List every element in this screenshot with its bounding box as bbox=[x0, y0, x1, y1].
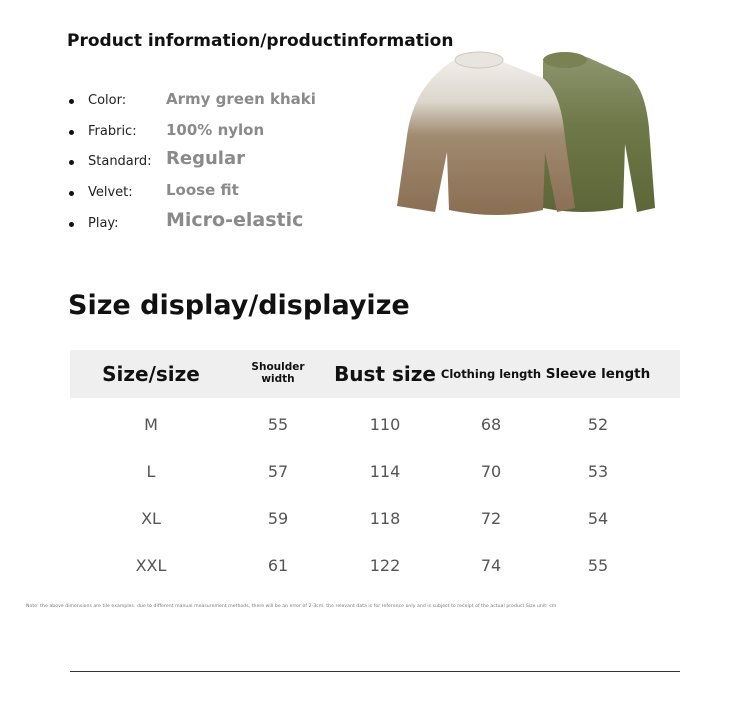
table-cell: 54 bbox=[587, 509, 609, 528]
table-cell: 74 bbox=[480, 556, 502, 575]
table-cell: L bbox=[146, 462, 156, 481]
table-cell: 72 bbox=[480, 509, 502, 528]
table-row bbox=[70, 401, 680, 448]
table-cell: 122 bbox=[369, 556, 401, 575]
spec-value: Micro-elastic bbox=[166, 209, 304, 231]
spec-key: Standard: bbox=[88, 154, 152, 169]
column-header: Clothing length bbox=[440, 366, 542, 381]
divider bbox=[70, 671, 680, 672]
bullet-icon bbox=[69, 191, 74, 196]
spec-value: Loose fit bbox=[166, 181, 239, 199]
table-cell: 55 bbox=[267, 415, 289, 434]
spec-key: Frabric: bbox=[88, 124, 137, 139]
table-cell: 110 bbox=[369, 415, 401, 434]
column-header: Size/size bbox=[102, 362, 200, 386]
table-cell: 68 bbox=[480, 415, 502, 434]
spec-key: Color: bbox=[88, 93, 127, 108]
column-header: Bust size bbox=[334, 362, 436, 386]
bullet-icon bbox=[69, 222, 74, 227]
table-cell: 59 bbox=[267, 509, 289, 528]
table-cell: M bbox=[144, 415, 158, 434]
bullet-icon bbox=[69, 99, 74, 104]
spec-value: Army green khaki bbox=[166, 90, 316, 108]
table-cell: 55 bbox=[587, 556, 609, 575]
table-row bbox=[70, 448, 680, 495]
table-row bbox=[70, 542, 680, 589]
table-cell: 118 bbox=[369, 509, 401, 528]
spec-value: Regular bbox=[166, 148, 245, 169]
spec-key: Velvet: bbox=[88, 185, 133, 200]
bullet-icon bbox=[69, 130, 74, 135]
table-cell: 57 bbox=[267, 462, 289, 481]
product-image bbox=[393, 48, 661, 218]
size-display-heading: Size display/displayize bbox=[68, 290, 410, 321]
table-cell: XXL bbox=[135, 556, 167, 575]
table-cell: 52 bbox=[587, 415, 609, 434]
column-header: Shoulder width bbox=[251, 361, 305, 385]
column-header: Sleeve length bbox=[545, 365, 651, 382]
table-row bbox=[70, 495, 680, 542]
measurement-note: Note: the above dimensions are tile examples. due to different manual measurement methods, there will be an error of 2-3cm. the relevant data is for reference only and is subject to receipt of the actual product Size unit: cm bbox=[26, 604, 557, 609]
table-cell: XL bbox=[141, 509, 161, 528]
product-info-heading: Product information/productinformation bbox=[67, 31, 454, 51]
table-cell: 61 bbox=[267, 556, 289, 575]
table-cell: 53 bbox=[587, 462, 609, 481]
table-cell: 114 bbox=[369, 462, 401, 481]
table-cell: 70 bbox=[480, 462, 502, 481]
table-header bbox=[70, 350, 680, 398]
bullet-icon bbox=[69, 160, 74, 165]
spec-key: Play: bbox=[88, 216, 119, 231]
sweater-illustration bbox=[393, 48, 661, 218]
spec-value: 100% nylon bbox=[166, 121, 265, 139]
